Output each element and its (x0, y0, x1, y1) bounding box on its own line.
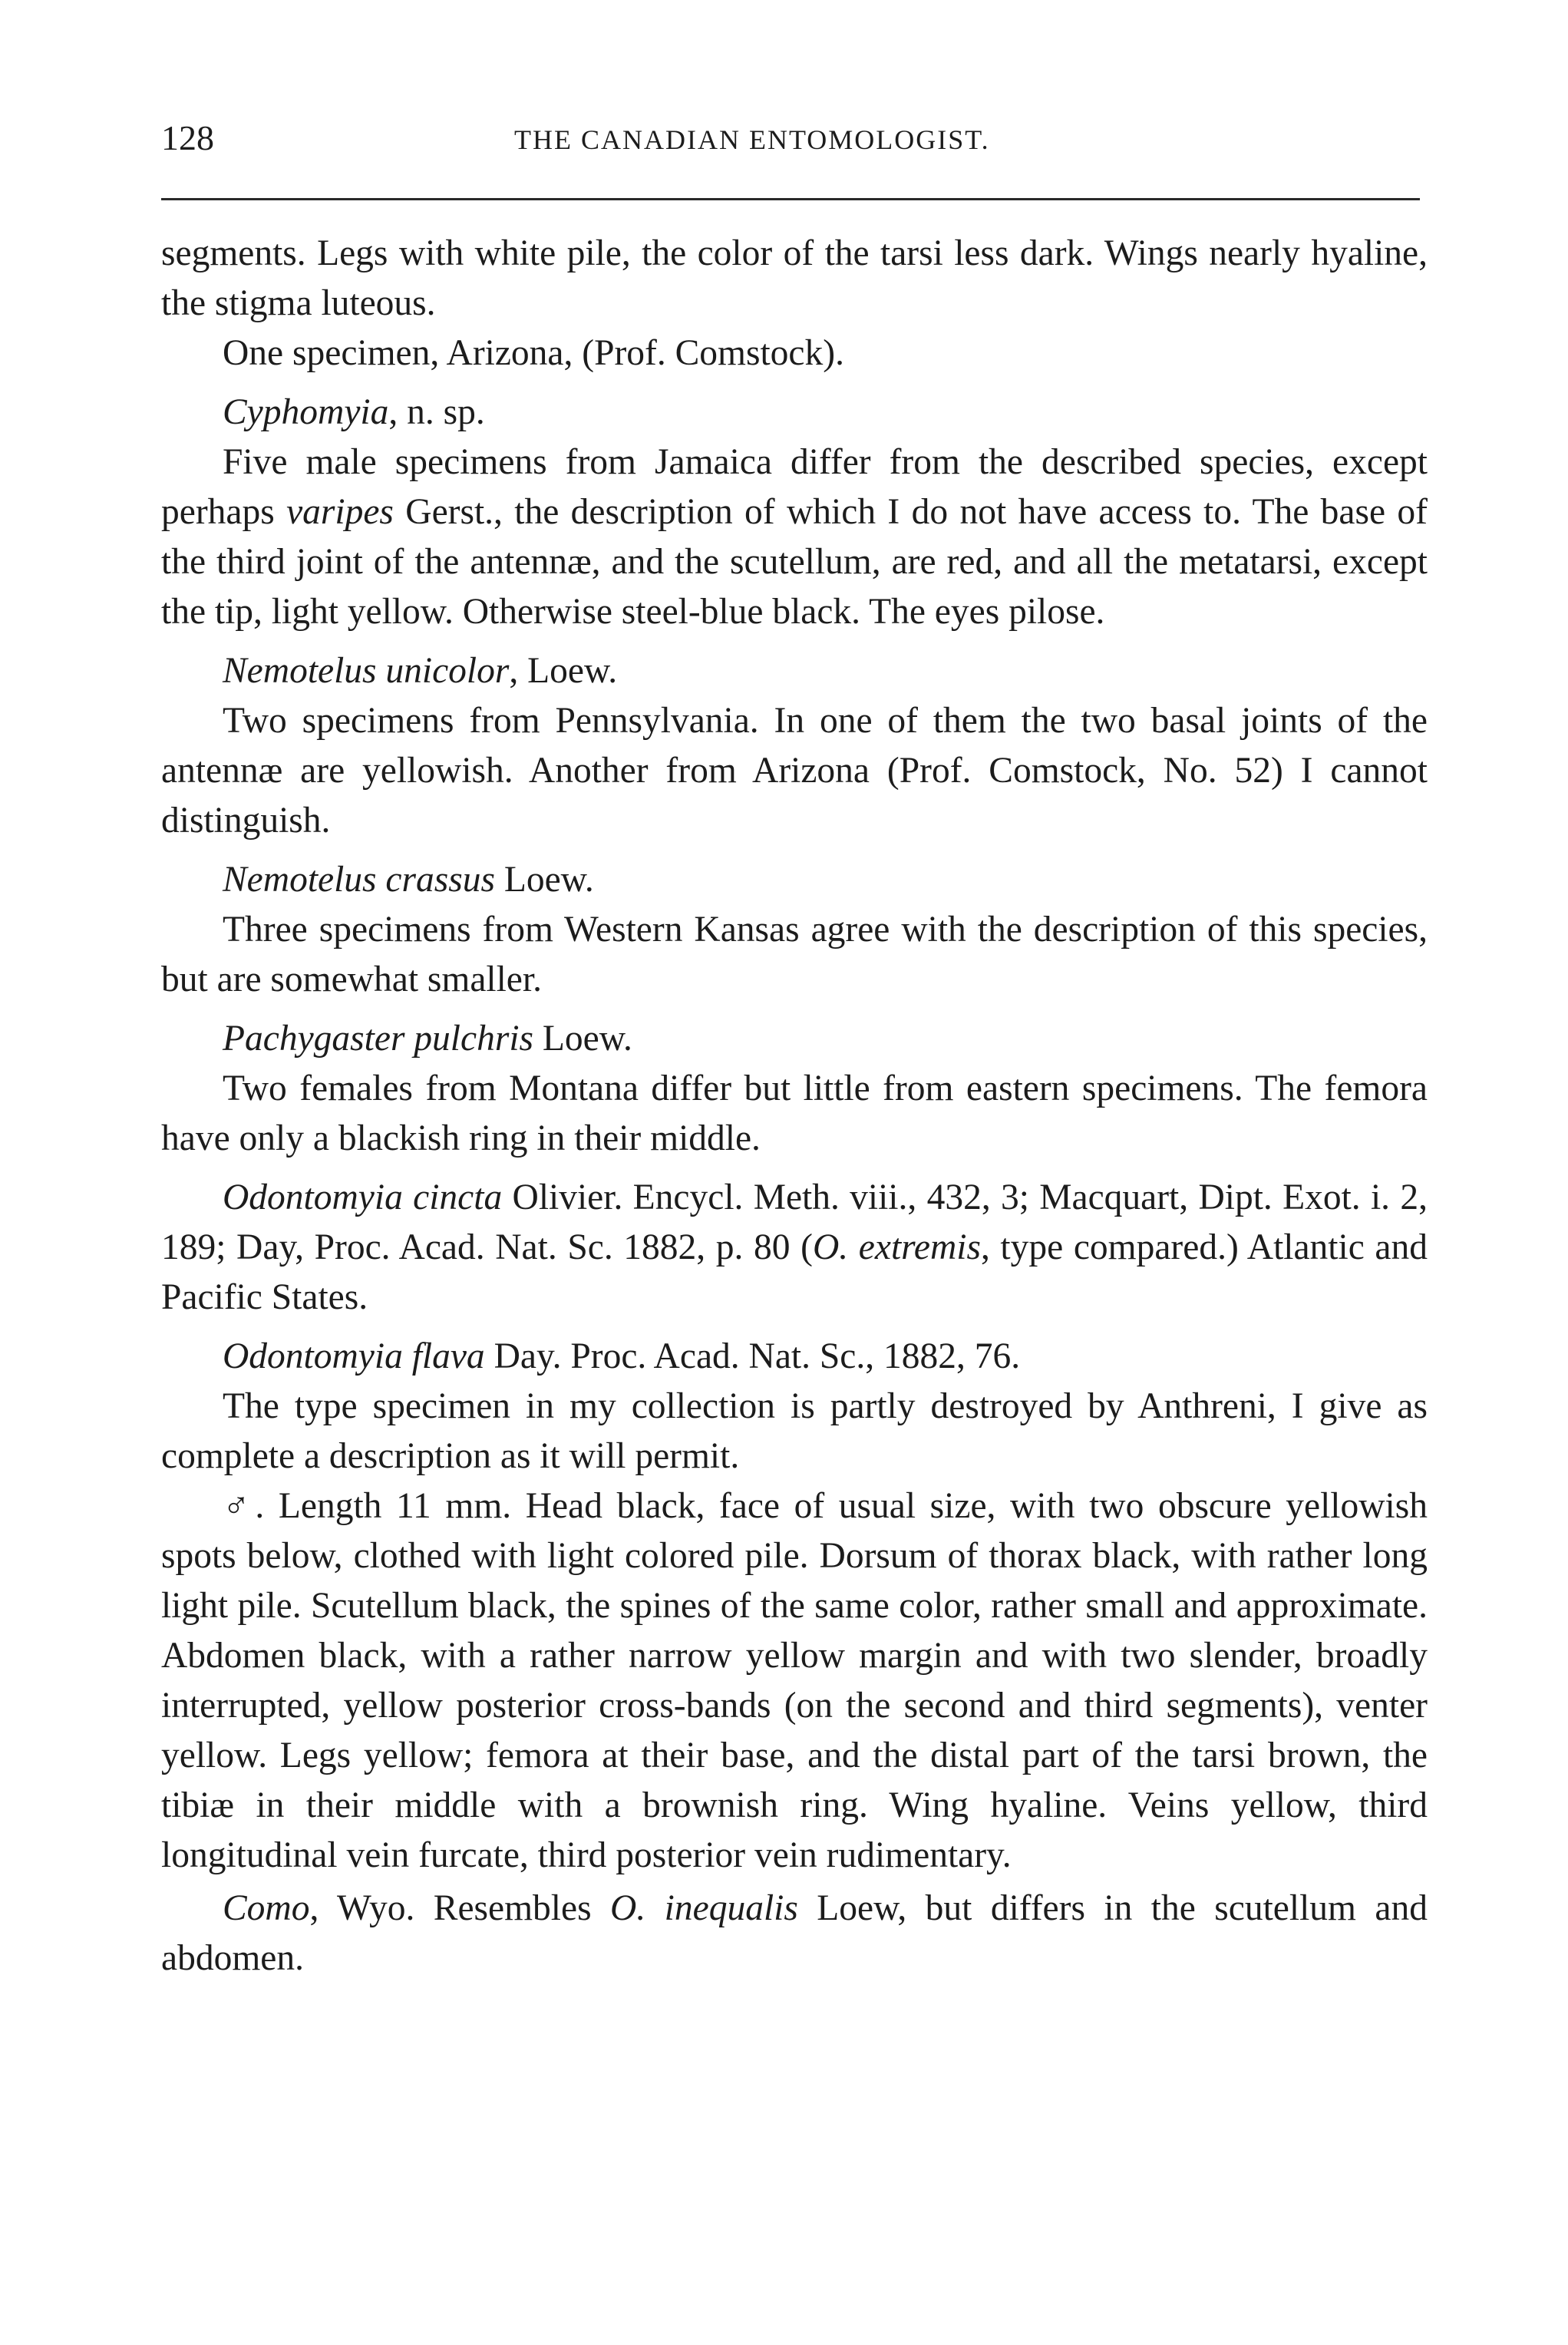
article-body (161, 229, 1428, 1983)
species-heading-odontomyia-flava: Odontomyia flava Day. Proc. Acad. Nat. Sc., 1882, 76. (223, 1336, 1021, 1376)
running-head (161, 115, 1420, 161)
page-number: 128 (161, 118, 214, 157)
paragraph-pachygaster: Two females from Montana differ but little from eastern specimens. The femora have only a blackish ring in their middle. (161, 1068, 1428, 1158)
species-heading-pachygaster: Pachygaster pulchris Loew. (223, 1019, 632, 1059)
paragraph-arizona-specimen: One specimen, Arizona, (Prof. Comstock). (223, 333, 844, 373)
paragraph-locality: Como, Wyo. Resembles O. inequalis Loew, but differs in the scutellum and abdomen. (161, 1888, 1428, 1978)
species-heading-nemotelus-unicolor: Nemotelus unicolor, Loew. (223, 651, 618, 691)
paragraph-nemotelus-unicolor: Two specimens from Pennsylvania. In one of them the two basal joints of the antennæ are yellowish. Another from Arizona (Prof. Comstock, No. 52) I cannot distinguish. (161, 701, 1428, 841)
header-rule (161, 198, 1420, 200)
paragraph-odontomyia-cincta: Odontomyia cincta Olivier. Encycl. Meth. viii., 432, 3; Macquart, Dipt. Exot. i. 2, 189; Day, Proc. Acad. Nat. Sc. 1882, p. 80 (O. extremis, type compared.) Atlantic and Pacific States. (161, 1177, 1428, 1317)
paragraph-segments: segments. Legs with white pile, the color of the tarsi less dark. Wings nearly hyaline, the stigma luteous. (161, 233, 1428, 323)
paragraph-cyphomyia: Five male specimens from Jamaica differ from the described species, except perhaps varipes Gerst., the description of which I do not have access to. The base of the third joint of the antennæ, and the scutellum, are red, and all the metatarsi, except the tip, light yellow. Otherwise steel-blue black. The eyes pilose. (161, 442, 1428, 632)
species-heading-cyphomyia: Cyphomyia, n. sp. (223, 392, 485, 432)
paragraph-nemotelus-crassus: Three specimens from Western Kansas agree with the description of this species, but are somewhat smaller. (161, 910, 1428, 999)
paragraph-male-description: ♂. Length 11 mm. Head black, face of usual size, with two obscure yellowish spots below, clothed with light colored pile. Dorsum of thorax black, with rather long light pile. Scutellum black, the spines of the same color, rather small and approximate. Abdomen black, with a rather narrow yellow margin and with two slender, broadly interrupted, yellow posterior cross-bands (on the second and third segments), venter yellow. Legs yellow; femora at their base, and the distal part of the tarsi brown, the tibiæ in their middle with a brownish ring. Wing hyaline. Veins yellow, third longitudinal vein furcate, third posterior vein rudimentary. (161, 1486, 1428, 1875)
species-heading-nemotelus-crassus: Nemotelus crassus Loew. (223, 860, 594, 900)
paragraph-type-specimen: The type specimen in my collection is partly destroyed by Anthreni, I give as complete a description as it will permit. (161, 1386, 1428, 1476)
journal-title: THE CANADIAN ENTOMOLOGIST. (514, 124, 990, 155)
